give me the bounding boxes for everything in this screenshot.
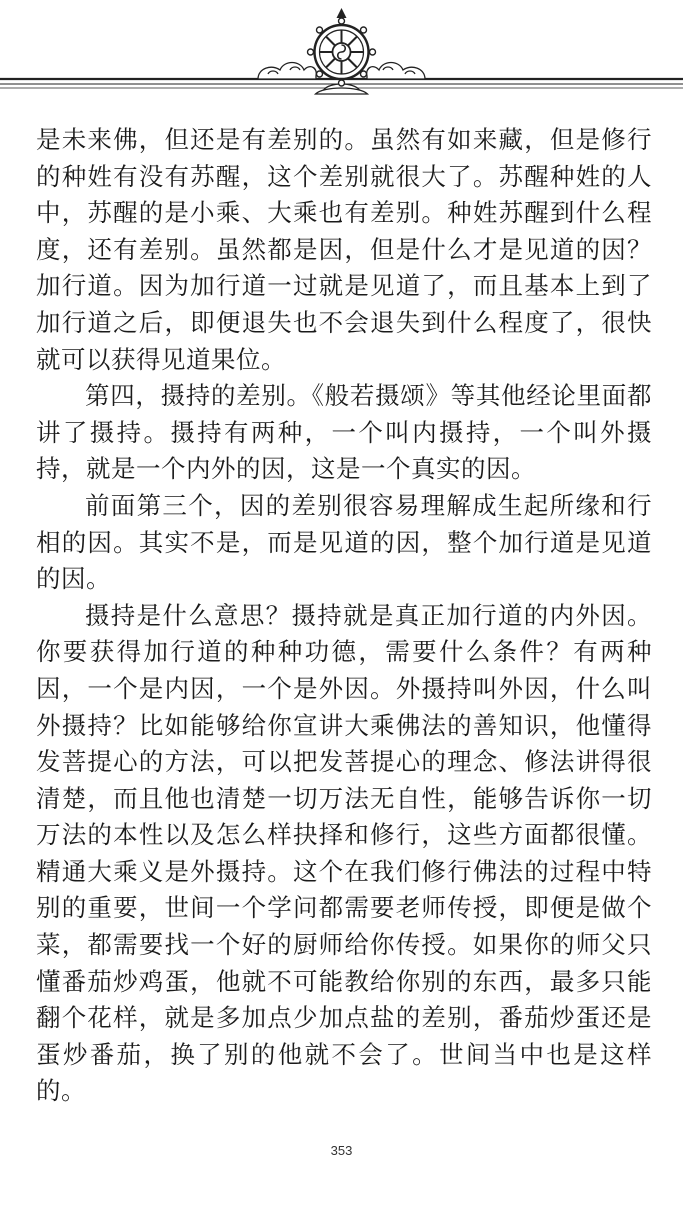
paragraph-3: 前面第三个，因的差别很容易理解成生起所缘和行相的因。其实不是，而是见道的因，整个加行道是见道的因。	[36, 490, 652, 594]
paragraph-1: 是未来佛，但还是有差别的。虽然有如来藏，但是修行的种姓有没有苏醒，这个差别就很大了。苏醒种姓的人中，苏醒的是小乘、大乘也有差别。种姓苏醒到什么程度，还有差别。虽然都是因，但是什么才是见道的因？加行道。因为加行道一过就是见道了，而且基本上到了加行道之后，即便退失也不会退失到什么程度了，很快就可以获得见道果位。	[36, 125, 652, 374]
body-text	[36, 122, 652, 1110]
dharma-wheel-icon	[308, 8, 376, 94]
left-cloud-ornament	[258, 63, 316, 80]
page-number: 353	[330, 1143, 353, 1158]
header-ornament	[0, 0, 683, 110]
page-header	[0, 0, 683, 110]
right-cloud-ornament	[367, 63, 425, 80]
paragraph-2: 第四，摄持的差别。《般若摄颂》等其他经论里面都讲了摄持。摄持有两种，一个叫内摄持，一个叫外摄持，就是一个内外的因，这是一个真实的因。	[36, 381, 652, 484]
paragraph-4: 摄持是什么意思？摄持就是真正加行道的内外因。你要获得加行道的种种功德，需要什么条件？有两种因，一个是内因，一个是外因。外摄持叫外因，什么叫外摄持？比如能够给你宣讲大乘佛法的善知识，他懂得发菩提心的方法，可以把发菩提心的理念、修法讲得很清楚，而且他也清楚一切万法无自性，能够告诉你一切万法的本性以及怎么样抉择和修行，这些方面都很懂。精通大乘义是外摄持。这个在我们修行佛法的过程中特别的重要，世间一个学问都需要老师传授，即便是做个菜，都需要找一个好的厨师给你传授。如果你的师父只懂番茄炒鸡蛋，他就不可能教给你别的东西，最多只能翻个花样，就是多加点少加点盐的差别，番茄炒蛋还是蛋炒番茄，换了别的他就不会了。世间当中也是这样的。	[36, 600, 652, 1106]
